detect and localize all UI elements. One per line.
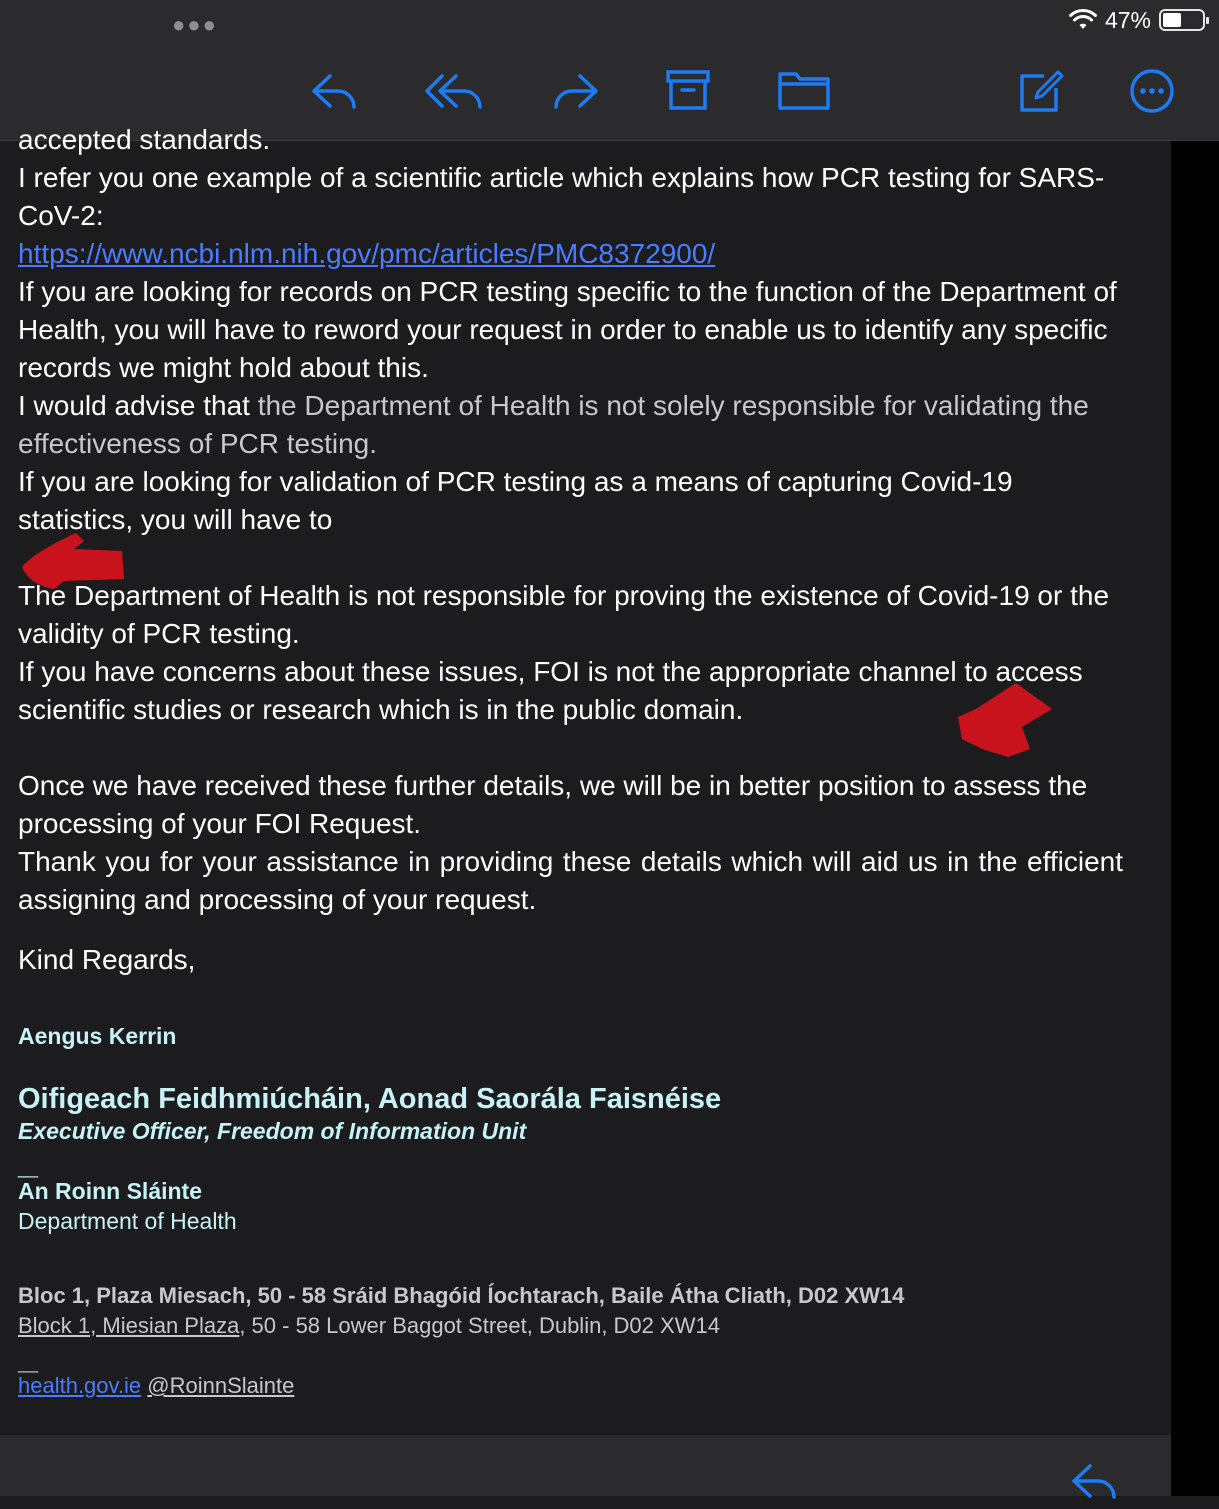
body-line: If you are looking for validation of PCR testing as a means of capturing Covid-19 statistics, you will have to xyxy=(18,466,1013,535)
body-line: If you are looking for records on PCR testing specific to the function of the Department of Health, you will have to reword your request in order to enable us to identify any specific records we might hold about this. xyxy=(18,276,1117,383)
article-link[interactable]: https://www.ncbi.nlm.nih.gov/pmc/articles/PMC8372900/ xyxy=(18,238,716,269)
reply-all-button[interactable] xyxy=(424,66,486,114)
forward-button[interactable] xyxy=(550,66,602,114)
signature-title-english: Executive Officer, Freedom of Information Unit xyxy=(18,1118,527,1144)
compose-button[interactable] xyxy=(1014,66,1066,114)
scroll-gutter xyxy=(1171,141,1219,1496)
toolbar xyxy=(0,0,1219,141)
compose-icon xyxy=(1014,66,1066,114)
closing: Kind Regards, xyxy=(18,944,196,975)
forward-icon xyxy=(550,66,602,114)
reply-button[interactable] xyxy=(308,66,360,114)
status-bar xyxy=(1069,6,1205,34)
more-button[interactable] xyxy=(1126,66,1178,114)
more-icon xyxy=(1126,66,1178,114)
battery-icon xyxy=(1159,9,1205,31)
body-line: accepted standards. xyxy=(18,124,271,155)
reply-all-icon xyxy=(424,66,486,114)
body-line: If you have concerns about these issues, FOI is not the appropriate channel to access scientific studies or research which is in the public domain. xyxy=(18,656,1083,725)
website-link[interactable]: health.gov.ie xyxy=(18,1373,142,1398)
body-line: Once we have received these further details, we will be in better position to assess the processing of your FOI Request. xyxy=(18,770,1088,839)
signature-rule: __ xyxy=(18,1158,39,1178)
wifi-icon xyxy=(1069,9,1097,31)
signature-title-irish: Oifigeach Feidhmiúcháin, Aonad Saorála Faisnéise xyxy=(18,1083,722,1115)
archive-icon xyxy=(662,66,714,114)
floating-reply-button[interactable] xyxy=(1068,1456,1120,1496)
battery-percentage: 47% xyxy=(1104,6,1151,33)
folder-icon xyxy=(776,66,832,114)
address-english: Block 1, Miesian Plaza, 50 - 58 Lower Baggot Street, Dublin, D02 XW14 xyxy=(18,1313,720,1338)
reply-icon xyxy=(308,66,360,114)
reply-icon xyxy=(1068,1456,1120,1504)
body-line: The Department of Health is not responsible for proving the existence of Covid-19 or the validity of PCR testing. xyxy=(18,580,1110,649)
archive-button[interactable] xyxy=(662,66,714,114)
bottom-toolbar xyxy=(0,1435,1171,1496)
email-body xyxy=(0,124,1171,1435)
signature-dept-english: Department of Health xyxy=(18,1208,237,1234)
address-irish: Bloc 1, Plaza Miesach, 50 - 58 Sráid Bhagóid Íochtarach, Baile Átha Cliath, D02 XW14 xyxy=(18,1283,905,1308)
signature-name: Aengus Kerrin xyxy=(18,1023,177,1049)
multitask-dots-icon[interactable]: ●●● xyxy=(172,12,218,37)
footer-links xyxy=(18,1371,1123,1401)
twitter-handle[interactable]: @RoinnSlainte xyxy=(147,1373,295,1398)
body-line: I refer you one example of a scientific article which explains how PCR testing for SARS-CoV-2: xyxy=(18,162,1105,231)
red-annotation-mark xyxy=(952,679,1056,761)
signature-rule-2: __ xyxy=(18,1353,39,1373)
body-line: I would advise that the Department of Health is not solely responsible for validating the effectiveness of PCR testing. xyxy=(18,390,1089,459)
body-line: Thank you for your assistance in providing these details which will aid us in the efficient assigning and processing of your request. xyxy=(18,846,1123,915)
move-to-folder-button[interactable] xyxy=(776,66,832,114)
red-annotation-mark xyxy=(14,529,132,593)
signature-dept-irish: An Roinn Sláinte xyxy=(18,1178,202,1204)
email-text xyxy=(18,121,1123,1401)
